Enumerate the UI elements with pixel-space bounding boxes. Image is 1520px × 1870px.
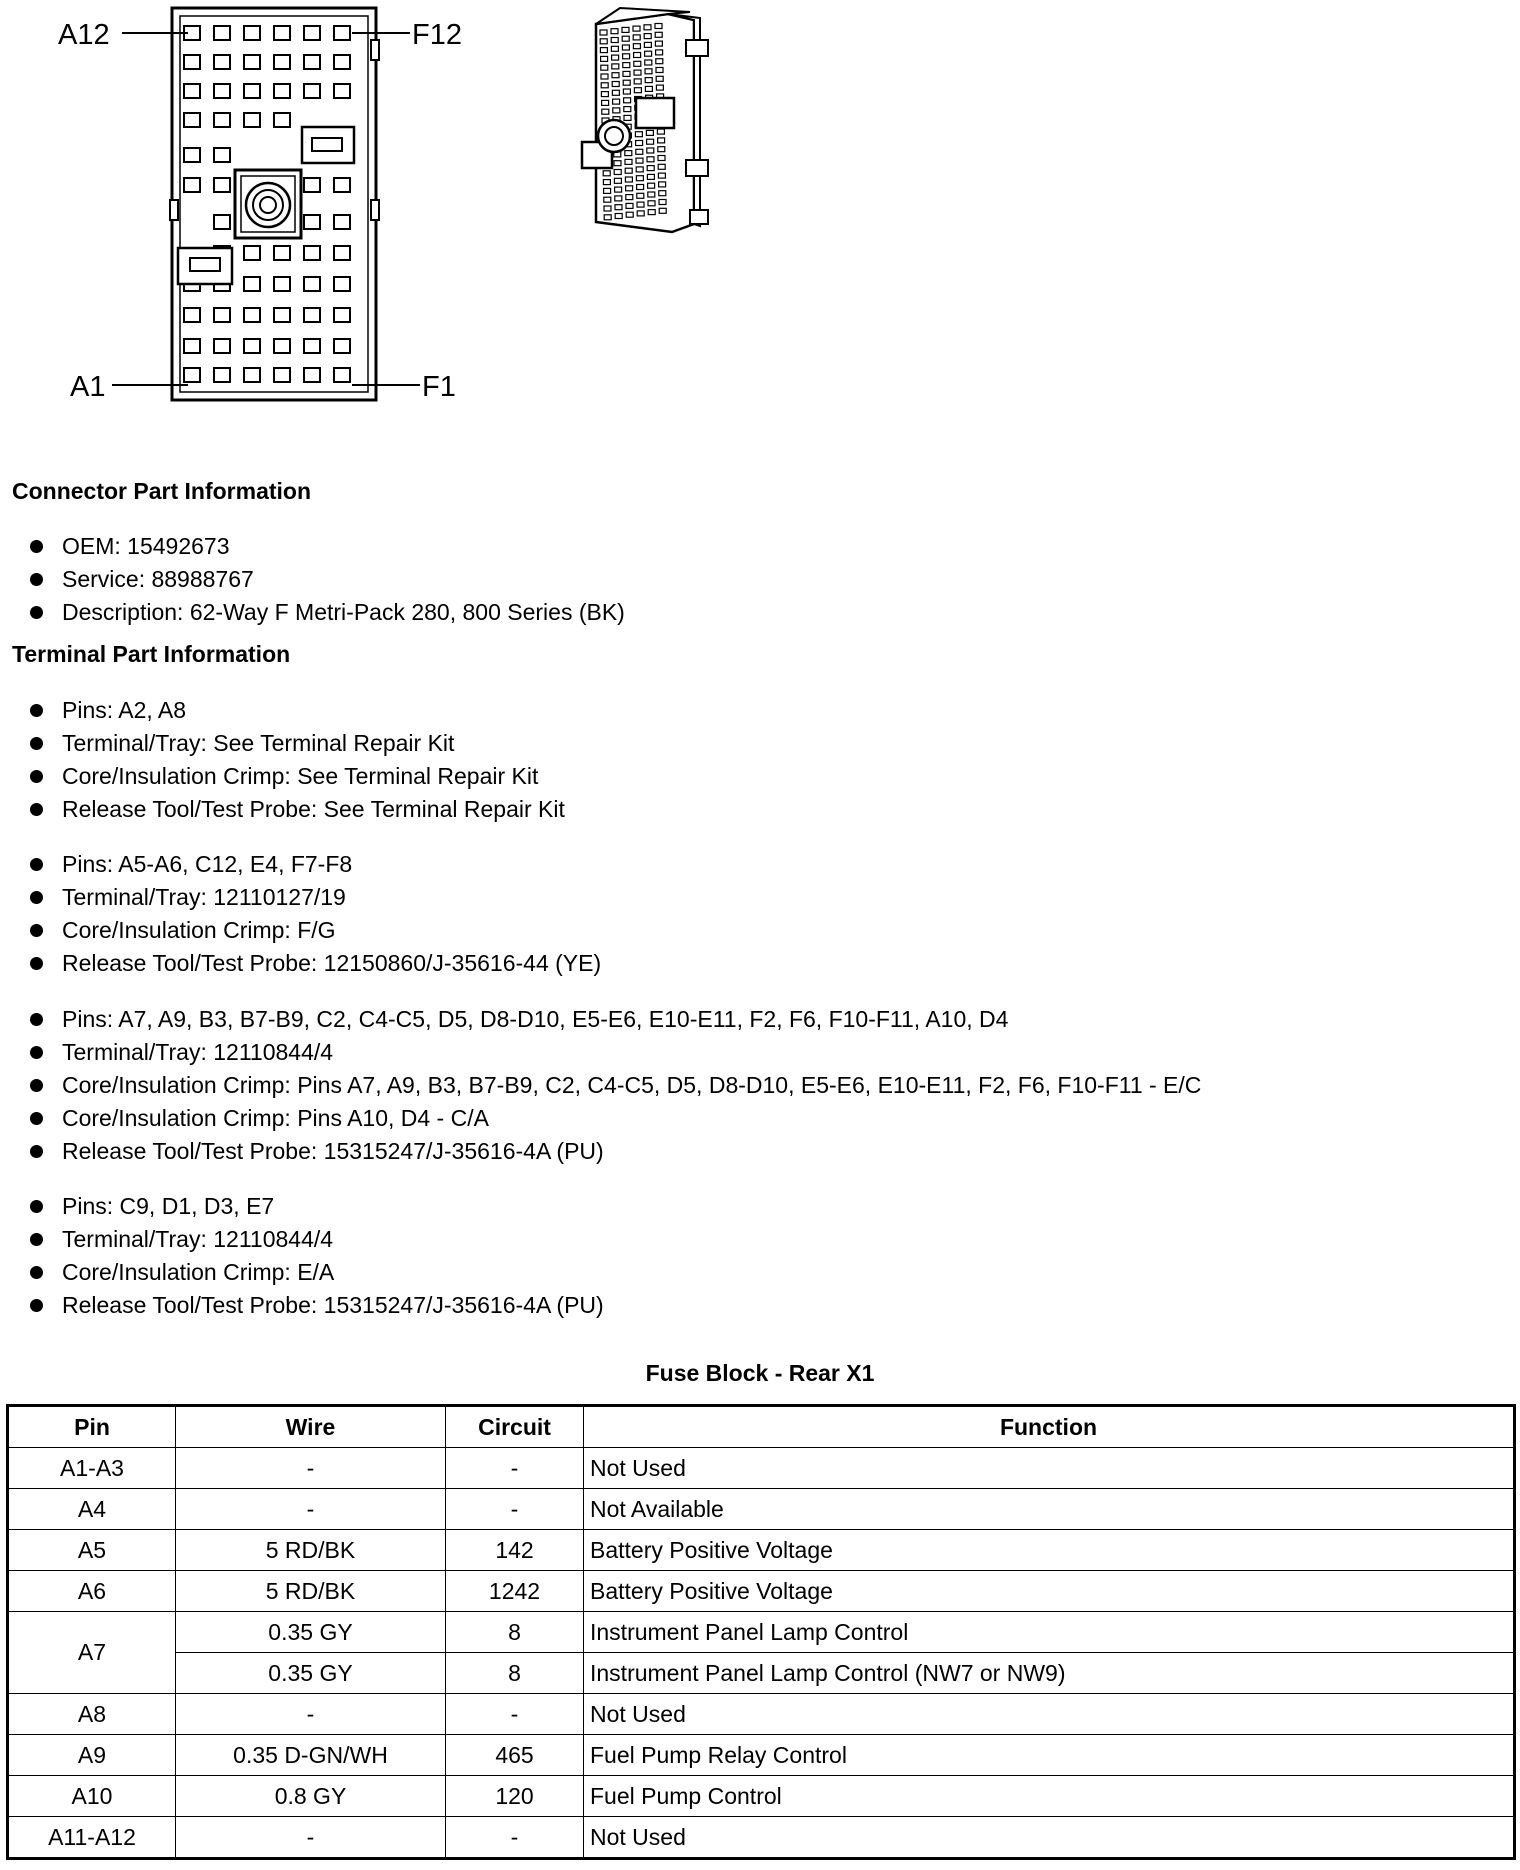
table-row	[8, 1653, 1515, 1694]
iso-pin-cavity	[633, 35, 640, 40]
cell-circuit: -	[446, 1489, 584, 1530]
iso-pin-cavity	[626, 195, 633, 200]
cell-circuit: 120	[446, 1776, 584, 1817]
iso-pin-cavity	[601, 56, 608, 61]
iso-pin-cavity	[658, 147, 665, 152]
iso-pin-cavity	[659, 208, 666, 213]
iso-pin-cavity	[624, 107, 631, 112]
iso-pin-cavity	[659, 200, 666, 205]
cell-function: Instrument Panel Lamp Control	[584, 1612, 1515, 1653]
iso-pin-cavity	[604, 215, 611, 220]
pin-cavity	[184, 84, 200, 98]
cell-wire: 5 RD/BK	[176, 1530, 446, 1571]
iso-pin-cavity	[658, 173, 665, 178]
iso-pin-cavity	[611, 46, 618, 51]
iso-pin-cavity	[601, 83, 608, 88]
cell-circuit: 8	[446, 1612, 584, 1653]
iso-pin-cavity	[623, 71, 630, 76]
iso-pin-cavity	[645, 69, 652, 74]
cell-wire: 0.35 GY	[176, 1653, 446, 1694]
label-f12: F12	[412, 19, 462, 51]
pin-cavity	[184, 368, 200, 382]
pin-cavity	[184, 308, 200, 322]
iso-pin-cavity	[633, 26, 640, 31]
terminal-group-3	[30, 1003, 1201, 1168]
pin-cavity	[334, 308, 350, 322]
iso-pin-cavity	[625, 177, 632, 182]
connector-face-view	[170, 8, 379, 400]
pin-cavity	[274, 277, 290, 291]
iso-pin-cavity	[611, 38, 618, 43]
terminal-group-1	[30, 694, 565, 826]
label-a12: A12	[58, 19, 110, 51]
iso-pin-cavity	[603, 180, 610, 185]
table-row	[8, 1530, 1515, 1571]
iso-pin-cavity	[647, 166, 654, 171]
cell-circuit: 1242	[446, 1571, 584, 1612]
iso-pin-cavity	[612, 82, 619, 87]
cell-pin: A8	[8, 1694, 176, 1735]
cell-pin: A11-A12	[8, 1817, 176, 1859]
iso-pin-cavity	[622, 36, 629, 41]
pin-cavity	[214, 113, 230, 127]
cell-wire: -	[176, 1489, 446, 1530]
header-function: Function	[584, 1406, 1515, 1448]
iso-pin-cavity	[635, 132, 642, 137]
iso-pin-cavity	[645, 60, 652, 65]
list-item: Core/Insulation Crimp: See Terminal Repair Kit	[30, 760, 565, 793]
pin-cavity	[304, 55, 320, 69]
iso-pin-cavity	[634, 53, 641, 58]
cell-pin: A9	[8, 1735, 176, 1776]
iso-pin-cavity	[644, 42, 651, 47]
list-item: Release Tool/Test Probe: See Terminal Repair Kit	[30, 793, 565, 826]
iso-pin-cavity	[646, 130, 653, 135]
iso-pin-cavity	[604, 188, 611, 193]
iso-pin-cavity	[648, 183, 655, 188]
iso-pin-cavity	[645, 86, 652, 91]
iso-pin-cavity	[658, 164, 665, 169]
iso-pin-cavity	[626, 186, 633, 191]
pin-cavity	[274, 246, 290, 260]
iso-pin-cavity	[614, 178, 621, 183]
list-item: Description: 62-Way F Metri-Pack 280, 800 Series (BK)	[30, 596, 625, 629]
iso-pin-cavity	[645, 51, 652, 56]
list-item: Core/Insulation Crimp: Pins A7, A9, B3, B7-B9, C2, C4-C5, D5, D8-D10, E5-E6, E10-E11, F2, F6, F10-F11 - E/C	[30, 1069, 1201, 1102]
iso-pin-cavity	[656, 50, 663, 55]
pin-cavity	[214, 178, 230, 192]
pin-cavity	[304, 84, 320, 98]
iso-pin-cavity	[647, 157, 654, 162]
cell-pin: A6	[8, 1571, 176, 1612]
iso-pin-cavity	[656, 59, 663, 64]
pin-cavity	[214, 339, 230, 353]
iso-pin-cavity	[604, 206, 611, 211]
iso-pin-cavity	[626, 212, 633, 217]
label-f1: F1	[422, 371, 456, 403]
cell-wire: -	[176, 1694, 446, 1735]
iso-pin-cavity	[636, 141, 643, 146]
iso-pin-cavity	[656, 85, 663, 90]
pin-cavity	[274, 368, 290, 382]
iso-pin-cavity	[636, 149, 643, 154]
cell-circuit: -	[446, 1694, 584, 1735]
iso-pin-cavity	[637, 185, 644, 190]
iso-pin-cavity	[623, 80, 630, 85]
pin-cavity	[304, 178, 320, 192]
table-row	[8, 1571, 1515, 1612]
pin-cavity	[274, 84, 290, 98]
iso-pin-cavity	[602, 100, 609, 105]
iso-pin-cavity	[655, 41, 662, 46]
pin-cavity	[274, 55, 290, 69]
iso-pin-cavity	[624, 115, 631, 120]
cell-function: Not Available	[584, 1489, 1515, 1530]
pin-cavity	[334, 55, 350, 69]
cell-circuit: 8	[446, 1653, 584, 1694]
list-item: Terminal/Tray: 12110127/19	[30, 881, 601, 914]
pin-cavity	[244, 84, 260, 98]
iso-pin-cavity	[613, 108, 620, 113]
pin-cavity	[304, 246, 320, 260]
list-item: Core/Insulation Crimp: Pins A10, D4 - C/A	[30, 1102, 1201, 1135]
iso-pin-cavity	[636, 167, 643, 172]
iso-pin-cavity	[601, 65, 608, 70]
list-item: Pins: C9, D1, D3, E7	[30, 1190, 604, 1223]
list-item: Release Tool/Test Probe: 12150860/J-35616-44 (YE)	[30, 947, 601, 980]
iso-pin-cavity	[647, 174, 654, 179]
iso-pin-cavity	[612, 73, 619, 78]
list-item: Terminal/Tray: 12110844/4	[30, 1223, 604, 1256]
pin-cavity	[244, 113, 260, 127]
iso-pin-cavity	[648, 210, 655, 215]
pin-cavity	[184, 178, 200, 192]
table-row	[8, 1448, 1515, 1489]
list-item: Core/Insulation Crimp: F/G	[30, 914, 601, 947]
pin-cavity	[274, 26, 290, 40]
terminal-group-4	[30, 1190, 604, 1322]
cell-pin: A10	[8, 1776, 176, 1817]
iso-pin-cavity	[634, 70, 641, 75]
iso-pin-cavity	[645, 78, 652, 83]
pin-cavity	[334, 368, 350, 382]
iso-pin-cavity	[615, 187, 622, 192]
iso-pin-cavity	[634, 61, 641, 66]
table-row	[8, 1612, 1515, 1653]
iso-pin-cavity	[600, 30, 607, 35]
iso-pin-cavity	[655, 32, 662, 37]
iso-pin-cavity	[657, 129, 664, 134]
iso-pin-cavity	[625, 168, 632, 173]
iso-pin-cavity	[637, 193, 644, 198]
table-row	[8, 1776, 1515, 1817]
header-wire: Wire	[176, 1406, 446, 1448]
cell-wire: 0.35 GY	[176, 1612, 446, 1653]
pin-cavity	[304, 26, 320, 40]
pin-cavity	[184, 55, 200, 69]
header-circuit: Circuit	[446, 1406, 584, 1448]
cell-function: Battery Positive Voltage	[584, 1530, 1515, 1571]
list-item: Terminal/Tray: 12110844/4	[30, 1036, 1201, 1069]
cell-circuit: -	[446, 1817, 584, 1859]
iso-pin-cavity	[655, 24, 662, 29]
pin-cavity	[304, 215, 320, 229]
connector-info-title: Connector Part Information	[12, 478, 312, 504]
iso-pin-cavity	[626, 203, 633, 208]
pin-cavity	[334, 26, 350, 40]
pin-cavity	[334, 246, 350, 260]
iso-pin-cavity	[623, 54, 630, 59]
list-item: Service: 88988767	[30, 563, 625, 596]
iso-pin-cavity	[647, 139, 654, 144]
iso-pin-cavity	[634, 79, 641, 84]
cell-circuit: 465	[446, 1735, 584, 1776]
iso-pin-cavity	[623, 63, 630, 68]
iso-pin-cavity	[615, 196, 622, 201]
pin-cavity	[274, 339, 290, 353]
iso-pin-cavity	[613, 99, 620, 104]
table-header-row	[8, 1406, 1515, 1448]
iso-pin-cavity	[636, 158, 643, 163]
pin-cavity	[184, 339, 200, 353]
pin-cavity	[304, 308, 320, 322]
cell-wire: 0.8 GY	[176, 1776, 446, 1817]
iso-pin-cavity	[623, 89, 630, 94]
pin-cavity	[244, 55, 260, 69]
pin-cavity	[214, 55, 230, 69]
pin-cavity	[304, 368, 320, 382]
list-item: Pins: A5-A6, C12, E4, F7-F8	[30, 848, 601, 881]
iso-pin-cavity	[614, 161, 621, 166]
terminal-info-title: Terminal Part Information	[12, 641, 291, 667]
iso-pin-cavity	[658, 138, 665, 143]
iso-pin-cavity	[625, 159, 632, 164]
header-pin: Pin	[8, 1406, 176, 1448]
iso-pin-cavity	[600, 39, 607, 44]
cell-wire: -	[176, 1448, 446, 1489]
label-a1: A1	[70, 371, 106, 403]
cell-function: Not Used	[584, 1817, 1515, 1859]
cell-wire: 5 RD/BK	[176, 1571, 446, 1612]
pin-cavity	[334, 215, 350, 229]
pin-cavity	[214, 215, 230, 229]
iso-pin-cavity	[611, 29, 618, 34]
cell-function: Fuel Pump Control	[584, 1776, 1515, 1817]
list-item: Terminal/Tray: See Terminal Repair Kit	[30, 727, 565, 760]
cell-function: Instrument Panel Lamp Control (NW7 or NW9)	[584, 1653, 1515, 1694]
iso-pin-cavity	[622, 45, 629, 50]
iso-pin-cavity	[604, 197, 611, 202]
pin-cavity	[334, 277, 350, 291]
list-item: Pins: A7, A9, B3, B7-B9, C2, C4-C5, D5, D8-D10, E5-E6, E10-E11, F2, F6, F10-F11, A10, D4	[30, 1003, 1201, 1036]
cell-circuit: -	[446, 1448, 584, 1489]
iso-pin-cavity	[648, 201, 655, 206]
cell-function: Fuel Pump Relay Control	[584, 1735, 1515, 1776]
iso-pin-cavity	[656, 68, 663, 73]
table-title: Fuse Block - Rear X1	[645, 1360, 875, 1386]
connector-diagram	[0, 0, 760, 420]
table-row	[8, 1817, 1515, 1859]
iso-pin-cavity	[615, 214, 622, 219]
pin-cavity	[244, 277, 260, 291]
terminal-group-2	[30, 848, 601, 980]
pin-cavity	[334, 178, 350, 192]
pin-cavity	[334, 339, 350, 353]
pin-cavity	[244, 246, 260, 260]
cell-pin: A1-A3	[8, 1448, 176, 1489]
iso-pin-cavity	[658, 156, 665, 161]
pin-cavity	[184, 148, 200, 162]
iso-pin-cavity	[624, 98, 631, 103]
connector-info-list	[30, 530, 625, 629]
cell-pin: A7	[8, 1612, 176, 1694]
connector-iso-view	[582, 8, 708, 232]
pin-cavity	[304, 277, 320, 291]
iso-pin-cavity	[612, 55, 619, 60]
iso-pin-cavity	[612, 90, 619, 95]
iso-pin-cavity	[603, 171, 610, 176]
pin-cavity	[214, 84, 230, 98]
list-item: OEM: 15492673	[30, 530, 625, 563]
iso-pin-cavity	[615, 205, 622, 210]
iso-pin-cavity	[601, 74, 608, 79]
iso-pin-cavity	[600, 48, 607, 53]
table-row	[8, 1694, 1515, 1735]
iso-pin-cavity	[644, 34, 651, 39]
iso-pin-cavity	[633, 44, 640, 49]
pin-cavity	[244, 26, 260, 40]
iso-pin-cavity	[659, 191, 666, 196]
iso-pin-cavity	[602, 109, 609, 114]
pin-cavity	[214, 368, 230, 382]
iso-pin-cavity	[648, 192, 655, 197]
cell-pin: A4	[8, 1489, 176, 1530]
iso-pin-cavity	[637, 211, 644, 216]
iso-pin-cavity	[625, 151, 632, 156]
cell-pin: A5	[8, 1530, 176, 1571]
cell-function: Not Used	[584, 1694, 1515, 1735]
iso-pin-cavity	[636, 176, 643, 181]
pin-cavity	[184, 113, 200, 127]
iso-pin-cavity	[601, 92, 608, 97]
cell-function: Not Used	[584, 1448, 1515, 1489]
cell-wire: 0.35 D-GN/WH	[176, 1735, 446, 1776]
table-row	[8, 1735, 1515, 1776]
pin-cavity	[244, 339, 260, 353]
list-item: Release Tool/Test Probe: 15315247/J-35616-4A (PU)	[30, 1289, 604, 1322]
cell-function: Battery Positive Voltage	[584, 1571, 1515, 1612]
iso-pin-cavity	[659, 182, 666, 187]
iso-pin-cavity	[644, 25, 651, 30]
pin-cavity	[274, 113, 290, 127]
pin-cavity	[244, 368, 260, 382]
pin-cavity	[304, 339, 320, 353]
iso-pin-cavity	[614, 170, 621, 175]
table-row	[8, 1489, 1515, 1530]
pinout-table	[6, 1404, 1516, 1860]
cell-wire: -	[176, 1817, 446, 1859]
pin-cavity	[214, 26, 230, 40]
iso-pin-cavity	[622, 27, 629, 32]
list-item: Pins: A2, A8	[30, 694, 565, 727]
cell-circuit: 142	[446, 1530, 584, 1571]
iso-pin-cavity	[647, 148, 654, 153]
iso-pin-cavity	[634, 88, 641, 93]
iso-pin-cavity	[612, 64, 619, 69]
list-item: Release Tool/Test Probe: 15315247/J-35616-4A (PU)	[30, 1135, 1201, 1168]
pin-cavity	[274, 308, 290, 322]
list-item: Core/Insulation Crimp: E/A	[30, 1256, 604, 1289]
pin-cavity	[214, 148, 230, 162]
pin-cavity	[244, 308, 260, 322]
pin-cavity	[334, 84, 350, 98]
iso-pin-cavity	[656, 76, 663, 81]
iso-pin-cavity	[637, 202, 644, 207]
pin-cavity	[214, 308, 230, 322]
